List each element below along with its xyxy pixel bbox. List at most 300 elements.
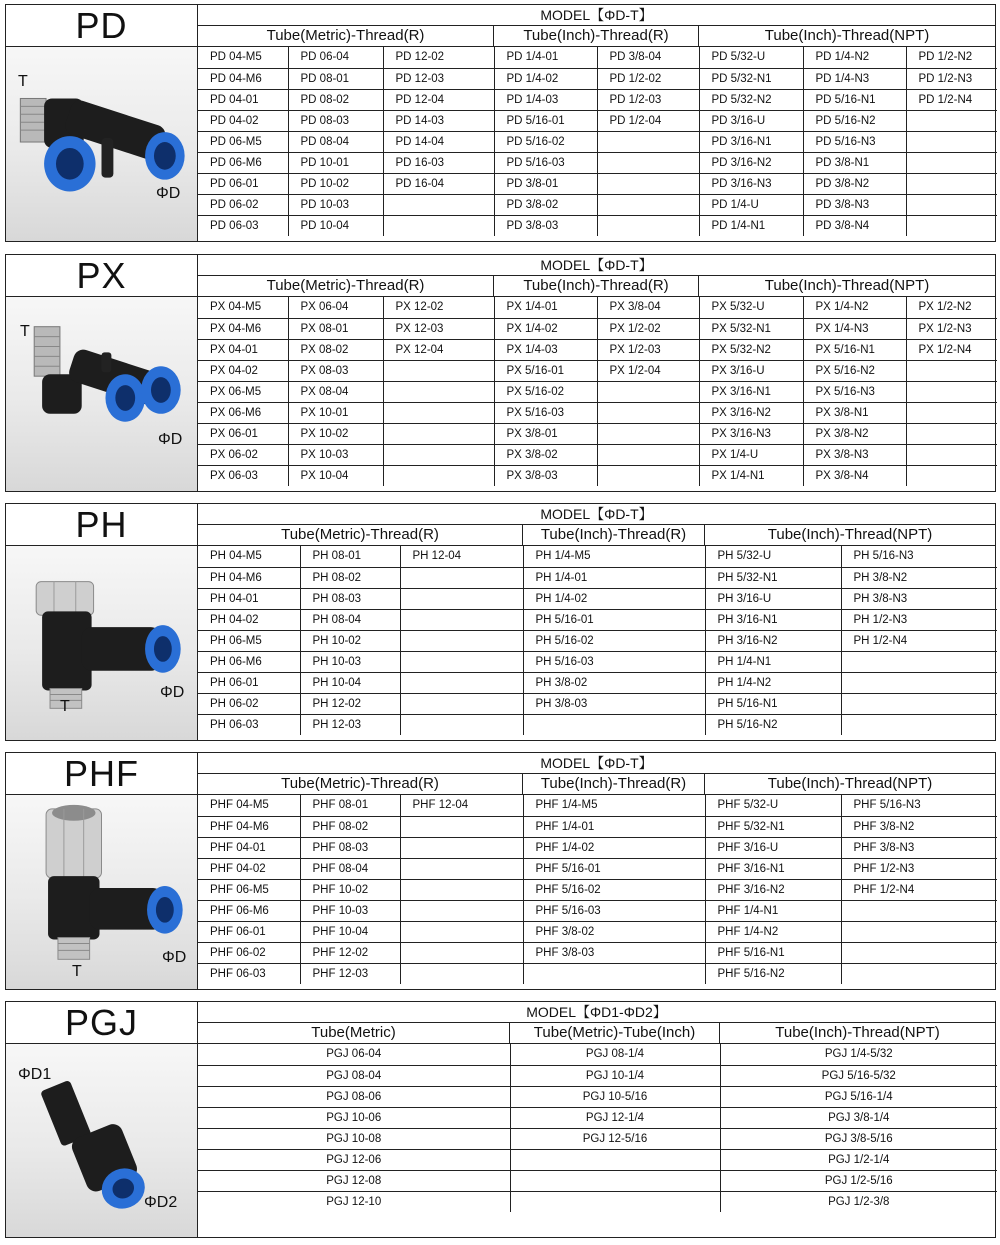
model-cell: PX 3/16-N1 [699, 381, 803, 402]
model-cell: PD 5/32-U [699, 47, 803, 68]
model-cell [400, 879, 523, 900]
model-cell: PH 1/4-01 [523, 567, 705, 588]
table-row [198, 465, 997, 486]
group-header: Tube(Metric)-Thread(R) [198, 276, 494, 297]
model-cell: PX 1/4-U [699, 444, 803, 465]
model-cell: PX 1/4-01 [494, 297, 597, 318]
model-cell [841, 942, 997, 963]
model-cell: PHF 08-01 [300, 795, 400, 816]
model-cell: PHF 5/16-N1 [705, 942, 841, 963]
group-header: Tube(Inch)-Thread(R) [494, 26, 699, 47]
model-cell: PD 5/32-N2 [699, 89, 803, 110]
model-cell: PD 06-02 [198, 194, 288, 215]
model-cell: PX 3/8-N4 [803, 465, 906, 486]
model-cell: PX 1/4-N1 [699, 465, 803, 486]
model-cell: PD 3/16-N3 [699, 173, 803, 194]
table-row [198, 816, 997, 837]
diameter-label: ΦD [162, 949, 187, 966]
thread-label: T [72, 963, 82, 980]
model-cell: PGJ 10-08 [198, 1128, 510, 1149]
table-row [198, 837, 997, 858]
model-cell: PHF 06-02 [198, 942, 300, 963]
model-cell [400, 609, 523, 630]
model-cell: PHF 1/2-N3 [841, 858, 997, 879]
model-cell: PH 10-03 [300, 651, 400, 672]
model-cell [383, 194, 494, 215]
group-header: Tube(Inch)-Thread(R) [523, 774, 705, 795]
model-cell [510, 1170, 720, 1191]
model-cell: PGJ 5/16-5/32 [720, 1065, 997, 1086]
model-cell: PX 3/8-N2 [803, 423, 906, 444]
model-cell: PH 1/4-N1 [705, 651, 841, 672]
model-cell: PH 12-04 [400, 546, 523, 567]
model-cell: PD 04-01 [198, 89, 288, 110]
model-cell: PHF 10-04 [300, 921, 400, 942]
model-cell: PH 10-04 [300, 672, 400, 693]
model-cell [906, 423, 997, 444]
model-cell: PD 5/16-N1 [803, 89, 906, 110]
model-table [198, 753, 995, 989]
group-header: Tube(Inch)-Thread(NPT) [720, 1023, 995, 1044]
model-cell: PHF 5/16-01 [523, 858, 705, 879]
model-cell: PX 12-03 [383, 318, 494, 339]
model-cell: PHF 06-03 [198, 963, 300, 984]
group-header: Tube(Inch)-Thread(NPT) [699, 26, 995, 47]
model-header: MODEL【ΦD-T】 [198, 255, 995, 276]
model-cell: PGJ 1/2-3/8 [828, 1195, 890, 1208]
model-cell: PH 5/16-01 [523, 609, 705, 630]
model-cell [906, 152, 997, 173]
model-cell: PHF 5/16-N3 [841, 795, 997, 816]
model-cell: PH 08-04 [300, 609, 400, 630]
model-cell: PX 3/8-01 [494, 423, 597, 444]
model-cell: PH 5/16-N3 [841, 546, 997, 567]
product-panel [6, 753, 198, 989]
model-cell: PHF 3/8-03 [523, 942, 705, 963]
model-cell [906, 381, 997, 402]
table-row [198, 1044, 997, 1065]
model-cell: PD 5/32-N1 [699, 68, 803, 89]
model-cell [400, 837, 523, 858]
model-cell: PHF 3/16-N2 [705, 879, 841, 900]
model-cell: PH 5/16-N2 [705, 714, 841, 735]
model-cell [400, 963, 523, 984]
model-cell: PHF 08-03 [300, 837, 400, 858]
model-cell: PGJ 08-1/4 [510, 1044, 720, 1065]
model-table [198, 1002, 995, 1237]
model-cell [383, 444, 494, 465]
model-cell: PGJ 10-1/4 [510, 1065, 720, 1086]
model-cell: PHF 1/4-02 [523, 837, 705, 858]
table-row [198, 567, 997, 588]
model-cell [523, 963, 705, 984]
product-title: PX [6, 255, 197, 297]
model-cell: PD 08-01 [288, 68, 383, 89]
model-cell: PX 5/32-U [699, 297, 803, 318]
model-cell: PH 3/8-03 [523, 693, 705, 714]
model-cell: PX 06-04 [288, 297, 383, 318]
model-header: MODEL【ΦD1-ΦD2】 [198, 1002, 995, 1023]
table-row [198, 131, 997, 152]
section-pgj [5, 1001, 996, 1238]
model-cell [906, 402, 997, 423]
table-row [198, 173, 997, 194]
model-cell: PH 1/4-02 [523, 588, 705, 609]
table-row [198, 318, 997, 339]
model-cell: PGJ 12-06 [198, 1149, 510, 1170]
model-cell: PD 1/2-N2 [906, 47, 997, 68]
model-cell [841, 921, 997, 942]
model-cell: PX 10-02 [288, 423, 383, 444]
model-cell: PGJ 08-04 [198, 1065, 510, 1086]
table-row [198, 89, 997, 110]
model-cell: PGJ 5/16-1/4 [720, 1086, 997, 1107]
model-cell [523, 714, 705, 735]
product-photo [6, 1044, 197, 1237]
model-cell: PD 5/16-03 [494, 152, 597, 173]
model-cell: PGJ 1/4-5/32 [720, 1044, 997, 1065]
table-row [198, 546, 997, 567]
model-cell: PX 5/16-03 [494, 402, 597, 423]
model-cell: PD 1/4-N3 [803, 68, 906, 89]
product-photo [6, 795, 197, 989]
table-row [198, 651, 997, 672]
model-cell: PD 3/8-01 [494, 173, 597, 194]
model-cell: PD 1/4-N2 [803, 47, 906, 68]
model-cell: PHF 5/16-02 [523, 879, 705, 900]
model-cell: PHF 3/8-N2 [841, 816, 997, 837]
model-cell: PD 3/8-N4 [803, 215, 906, 236]
model-cell: PX 06-M5 [198, 381, 288, 402]
table-row [198, 879, 997, 900]
model-grid [198, 795, 997, 984]
model-cell: PHF 1/4-01 [523, 816, 705, 837]
model-cell: PX 1/2-04 [597, 360, 699, 381]
model-header: MODEL【ΦD-T】 [198, 5, 995, 26]
model-cell: PX 08-02 [288, 339, 383, 360]
model-cell [400, 816, 523, 837]
model-cell: PD 14-04 [383, 131, 494, 152]
model-cell: PD 08-04 [288, 131, 383, 152]
model-cell: PD 3/16-N1 [699, 131, 803, 152]
model-cell: PH 1/4-M5 [523, 546, 705, 567]
table-row [198, 423, 997, 444]
model-cell: PX 06-03 [198, 465, 288, 486]
model-cell: PX 06-M6 [198, 402, 288, 423]
model-cell [400, 714, 523, 735]
model-cell: PH 04-M6 [198, 567, 300, 588]
model-cell: PX 1/2-N4 [906, 339, 997, 360]
model-cell: PD 1/2-N3 [906, 68, 997, 89]
model-cell: PH 06-M5 [198, 630, 300, 651]
model-cell: PX 12-02 [383, 297, 494, 318]
model-cell: PGJ 12-1/4 [510, 1107, 720, 1128]
model-table [198, 5, 995, 241]
model-cell: PH 5/16-02 [523, 630, 705, 651]
model-cell: PH 1/2-N4 [841, 630, 997, 651]
model-cell: PD 12-04 [383, 89, 494, 110]
table-row [198, 381, 997, 402]
model-cell [597, 215, 699, 236]
model-cell: PD 06-01 [198, 173, 288, 194]
model-cell: PX 3/16-N3 [699, 423, 803, 444]
model-header: MODEL【ΦD-T】 [198, 753, 995, 774]
model-cell: PHF 1/2-N4 [841, 879, 997, 900]
model-cell: PX 5/32-N1 [699, 318, 803, 339]
product-photo [6, 47, 197, 241]
group-header: Tube(Metric)-Thread(R) [198, 525, 523, 546]
table-row [198, 339, 997, 360]
model-cell: PD 04-02 [198, 110, 288, 131]
model-cell [383, 360, 494, 381]
model-cell [841, 714, 997, 735]
model-cell: PH 3/8-02 [523, 672, 705, 693]
table-row [198, 1191, 997, 1212]
model-cell: PX 1/4-02 [494, 318, 597, 339]
model-cell: PX 3/8-02 [494, 444, 597, 465]
model-cell: PH 08-03 [300, 588, 400, 609]
model-cell: PX 04-M6 [198, 318, 288, 339]
model-cell: PH 08-01 [300, 546, 400, 567]
model-cell: PX 3/8-N3 [803, 444, 906, 465]
model-cell: PD 3/8-02 [494, 194, 597, 215]
model-cell [906, 465, 997, 486]
product-panel [6, 504, 198, 740]
model-cell: PGJ 10-5/16 [510, 1086, 720, 1107]
model-cell [841, 900, 997, 921]
model-cell: PHF 12-04 [400, 795, 523, 816]
model-cell: PX 1/4-03 [494, 339, 597, 360]
model-cell: PX 5/16-01 [494, 360, 597, 381]
model-cell: PX 06-01 [198, 423, 288, 444]
model-cell: PX 04-M5 [198, 297, 288, 318]
model-cell [906, 360, 997, 381]
table-row [198, 47, 997, 68]
model-cell: PD 5/16-N2 [803, 110, 906, 131]
model-cell: PH 08-02 [300, 567, 400, 588]
model-cell: PX 5/16-N2 [803, 360, 906, 381]
model-cell [383, 215, 494, 236]
model-cell [383, 402, 494, 423]
model-cell: PX 04-01 [198, 339, 288, 360]
model-cell: PHF 06-M6 [198, 900, 300, 921]
model-cell: PX 10-03 [288, 444, 383, 465]
model-cell: PH 3/16-U [705, 588, 841, 609]
model-cell [597, 152, 699, 173]
model-cell: PH 3/16-N1 [705, 609, 841, 630]
model-cell: PD 3/8-N3 [803, 194, 906, 215]
group-header: Tube(Inch)-Thread(NPT) [705, 774, 995, 795]
model-cell: PH 5/16-03 [523, 651, 705, 672]
model-cell [400, 672, 523, 693]
section-px [5, 254, 996, 492]
table-row [198, 609, 997, 630]
model-cell: PGJ 10-06 [198, 1107, 510, 1128]
model-cell: PD 10-01 [288, 152, 383, 173]
model-cell: PH 06-02 [198, 693, 300, 714]
table-row [198, 1128, 997, 1149]
table-row [198, 1107, 997, 1128]
model-cell: PX 1/4-N2 [803, 297, 906, 318]
model-cell [400, 858, 523, 879]
model-cell: PHF 1/4-N1 [705, 900, 841, 921]
model-cell: PGJ 1/2-1/4 [720, 1149, 997, 1170]
model-cell: PHF 04-02 [198, 858, 300, 879]
product-panel [6, 5, 198, 241]
model-cell [841, 963, 997, 984]
section-phf [5, 752, 996, 990]
model-cell [906, 194, 997, 215]
model-cell [400, 942, 523, 963]
table-row [198, 795, 997, 816]
model-cell: PGJ 12-10 [198, 1191, 510, 1212]
model-grid [198, 47, 997, 236]
model-cell: PHF 10-03 [300, 900, 400, 921]
table-row [198, 360, 997, 381]
model-cell: PGJ 06-04 [198, 1044, 510, 1065]
model-cell: PD 5/16-01 [494, 110, 597, 131]
table-row [198, 297, 997, 318]
model-cell: PGJ 3/8-5/16 [720, 1128, 997, 1149]
table-row [198, 1149, 997, 1170]
model-cell: PX 10-01 [288, 402, 383, 423]
model-cell [597, 131, 699, 152]
product-title: PD [6, 5, 197, 47]
model-cell: PH 1/2-N3 [841, 609, 997, 630]
model-cell: PGJ 12-5/16 [510, 1128, 720, 1149]
model-cell: PX 3/8-04 [597, 297, 699, 318]
model-cell: PD 12-03 [383, 68, 494, 89]
model-table [198, 504, 995, 740]
model-cell: PH 3/8-N2 [841, 567, 997, 588]
model-cell: PH 10-02 [300, 630, 400, 651]
model-cell: PD 1/4-N1 [699, 215, 803, 236]
model-cell: PH 04-02 [198, 609, 300, 630]
model-cell [841, 672, 997, 693]
model-cell: PHF 08-04 [300, 858, 400, 879]
model-cell: PD 3/8-N1 [803, 152, 906, 173]
model-cell: PX 3/8-03 [494, 465, 597, 486]
model-cell [400, 900, 523, 921]
model-cell: PD 06-M6 [198, 152, 288, 173]
model-cell: PD 1/2-N4 [906, 89, 997, 110]
model-cell: PGJ 08-06 [198, 1086, 510, 1107]
model-cell: PH 04-M5 [198, 546, 300, 567]
model-grid [198, 1044, 997, 1212]
model-cell [597, 465, 699, 486]
model-cell: PX 08-03 [288, 360, 383, 381]
model-cell: PX 5/16-N3 [803, 381, 906, 402]
model-cell: PH 5/16-N1 [705, 693, 841, 714]
model-cell: PX 10-04 [288, 465, 383, 486]
model-cell: PD 16-03 [383, 152, 494, 173]
model-cell: PHF 3/16-N1 [705, 858, 841, 879]
model-cell [383, 465, 494, 486]
model-cell: PD 3/8-03 [494, 215, 597, 236]
model-cell: PHF 10-02 [300, 879, 400, 900]
model-cell: PD 08-02 [288, 89, 383, 110]
table-row [198, 215, 997, 236]
product-title: PGJ [6, 1002, 197, 1044]
model-cell: PD 06-04 [288, 47, 383, 68]
model-cell: PD 3/16-N2 [699, 152, 803, 173]
model-cell [400, 693, 523, 714]
model-cell: PD 1/4-U [699, 194, 803, 215]
model-cell: PD 10-03 [288, 194, 383, 215]
model-cell [906, 131, 997, 152]
group-header: Tube(Metric)-Tube(Inch) [510, 1023, 720, 1044]
diameter-1-label: ΦD1 [18, 1066, 52, 1083]
model-cell: PHF 5/32-U [705, 795, 841, 816]
model-cell: PHF 04-M5 [198, 795, 300, 816]
model-cell: PHF 06-01 [198, 921, 300, 942]
model-cell: PH 12-02 [300, 693, 400, 714]
model-cell: PD 1/2-02 [597, 68, 699, 89]
group-header: Tube(Inch)-Thread(NPT) [699, 276, 995, 297]
model-cell: PX 5/16-N1 [803, 339, 906, 360]
swivel-fitting-ph-image [6, 546, 197, 740]
model-cell: PHF 06-M5 [198, 879, 300, 900]
model-cell: PHF 04-01 [198, 837, 300, 858]
model-cell: PX 08-01 [288, 318, 383, 339]
group-header: Tube(Metric) [198, 1023, 510, 1044]
model-cell: PX 5/32-N2 [699, 339, 803, 360]
tee-fitting-pd-image [6, 47, 197, 241]
model-cell [400, 567, 523, 588]
table-row [198, 1170, 997, 1191]
model-cell [906, 173, 997, 194]
model-cell: PHF 1/4-M5 [523, 795, 705, 816]
model-cell [400, 588, 523, 609]
model-cell: PHF 3/16-U [705, 837, 841, 858]
thread-label: T [60, 698, 70, 715]
model-cell: PHF 3/8-N3 [841, 837, 997, 858]
product-photo [6, 546, 197, 740]
diameter-2-label: ΦD2 [144, 1194, 178, 1211]
model-cell [597, 423, 699, 444]
group-header: Tube(Inch)-Thread(NPT) [705, 525, 995, 546]
model-cell: PHF 08-02 [300, 816, 400, 837]
model-cell: PD 3/8-N2 [803, 173, 906, 194]
model-cell [906, 215, 997, 236]
model-cell: PHF 5/32-N1 [705, 816, 841, 837]
model-cell: PD 3/16-U [699, 110, 803, 131]
table-row [198, 1065, 997, 1086]
model-cell: PX 3/16-U [699, 360, 803, 381]
group-header: Tube(Inch)-Thread(R) [494, 276, 699, 297]
group-header: Tube(Metric)-Thread(R) [198, 26, 494, 47]
table-row [198, 194, 997, 215]
model-cell: PD 12-02 [383, 47, 494, 68]
table-row [198, 402, 997, 423]
model-cell [510, 1149, 720, 1170]
table-row [198, 444, 997, 465]
model-cell: PX 1/2-N3 [906, 318, 997, 339]
model-header: MODEL【ΦD-T】 [198, 504, 995, 525]
model-cell: PD 10-02 [288, 173, 383, 194]
section-pd [5, 4, 996, 242]
model-grid [198, 546, 997, 735]
model-cell: PH 3/8-N3 [841, 588, 997, 609]
model-cell [841, 693, 997, 714]
model-cell: PD 10-04 [288, 215, 383, 236]
thread-label: T [20, 323, 30, 340]
model-cell: PD 14-03 [383, 110, 494, 131]
diameter-label: ΦD [156, 185, 181, 202]
model-cell: PGJ 3/8-1/4 [720, 1107, 997, 1128]
table-row [198, 858, 997, 879]
model-cell: PHF 5/16-N2 [705, 963, 841, 984]
